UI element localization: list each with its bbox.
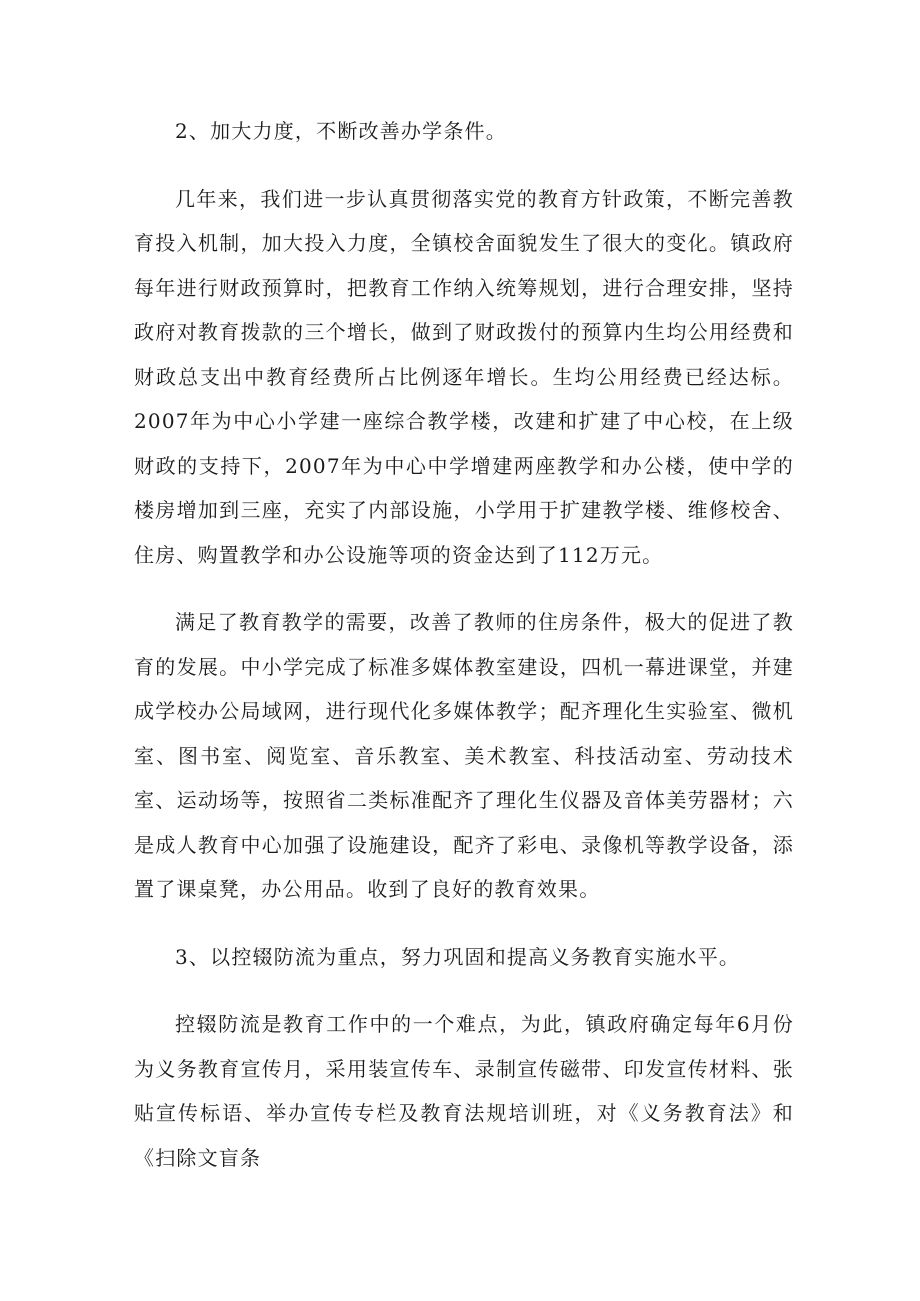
- document-body: [134, 109, 794, 1203]
- paragraph-funding: 几年来，我们进一步认真贯彻落实党的教育方针政策，不断完善教育投入机制，加大投入力度，全镇校舍面貌发生了很大的变化。镇政府每年进行财政预算时，把教育工作纳入统筹规划，进行合理安排，坚持政府对教育拨款的三个增长，做到了财政拨付的预算内生均公用经费和财政总支出中教育经费所占比例逐年增长。生均公用经费已经达标。2007年为中心小学建一座综合教学楼，改建和扩建了中心校，在上级财政的支持下，2007年为中心中学增建两座教学和办公楼，使中学的楼房增加到三座，充实了内部设施，小学用于扩建教学楼、维修校舍、住房、购置教学和办公设施等项的资金达到了112万元。: [134, 186, 794, 567]
- paragraph-facilities: 满足了教育教学的需要，改善了教师的住房条件，极大的促进了教育的发展。中小学完成了标准多媒体教室建设，四机一幕进课堂，并建成学校办公局域网，进行现代化多媒体教学；配齐理化生实验室、微机室、图书室、阅览室、音乐教室、美术教室、科技活动室、劳动技术室、运动场等，按照省二类标准配齐了理化生仪器及音体美劳器材；六是成人教育中心加强了设施建设，配齐了彩电、录像机等教学设备，添置了课桌凳，办公用品。收到了良好的教育效果。: [134, 610, 794, 901]
- section-heading-3: 3、以控辍防流为重点，努力巩固和提高义务教育实施水平。: [175, 944, 741, 969]
- section-heading-2: 2、加大力度，不断改善办学条件。: [175, 119, 507, 143]
- paragraph-dropout-control: 控辍防流是教育工作中的一个难点，为此，镇政府确定每年6月份为义务教育宣传月，采用装宣传车、录制宣传磁带、印发宣传材料、张贴宣传标语、举办宣传专栏及教育法规培训班，对《义务教育法》和《扫除文盲条: [134, 1012, 794, 1170]
